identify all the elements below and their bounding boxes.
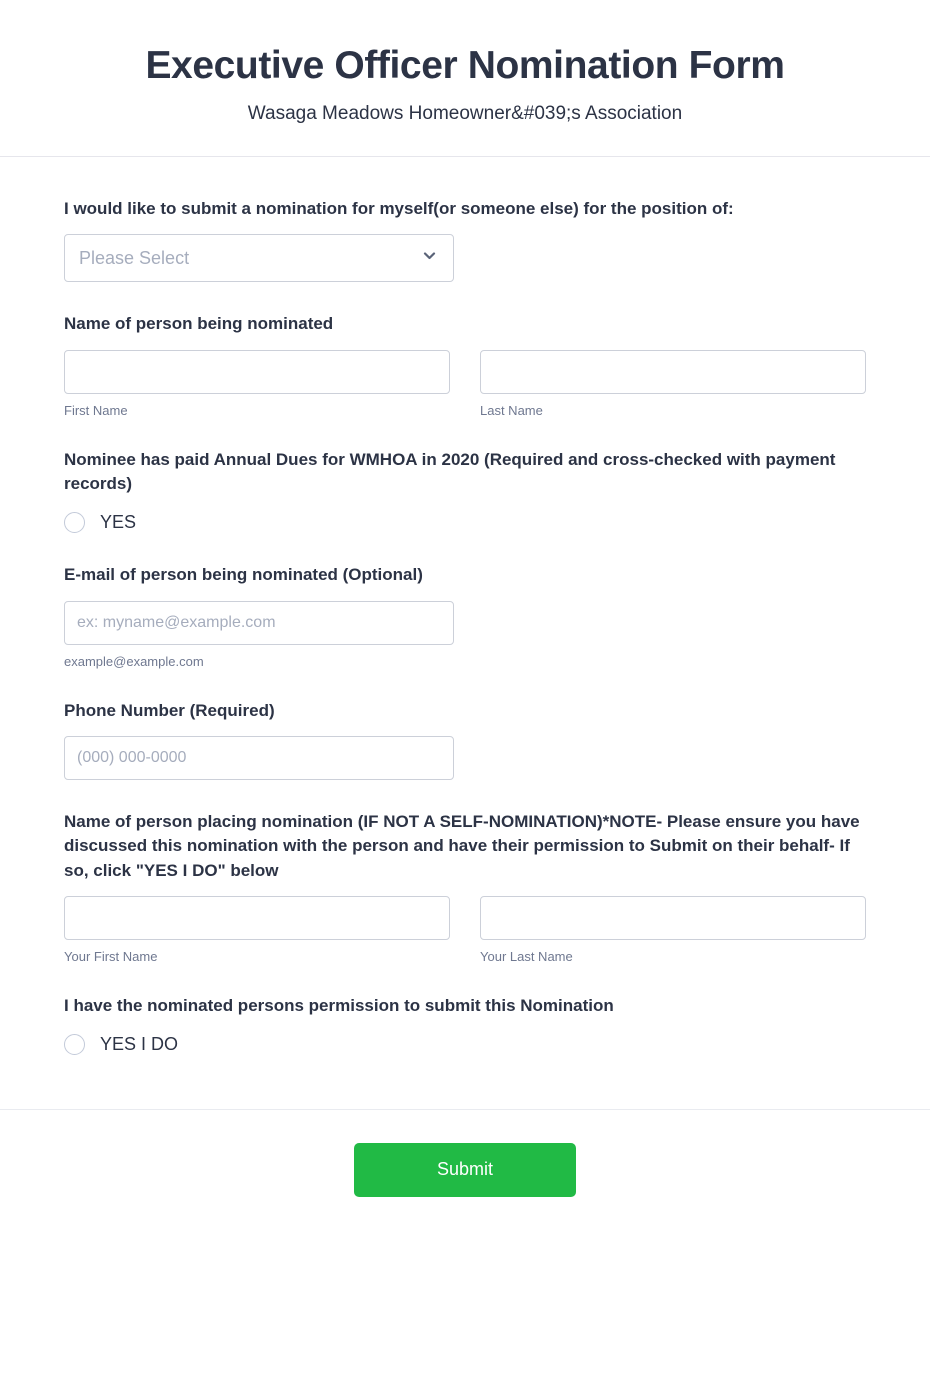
nominee-first-name-group [64, 350, 450, 419]
nominator-name-grid [64, 896, 866, 965]
field-permission [64, 994, 866, 1055]
form-header [0, 0, 930, 157]
nominee-last-name-input[interactable] [480, 350, 866, 394]
field-email-label: E-mail of person being nominated (Optional) [64, 565, 423, 585]
annual-dues-radio-option[interactable] [64, 512, 866, 533]
field-nominee-name-label: Name of person being nominated [64, 314, 334, 334]
page-title: Executive Officer Nomination Form [145, 44, 785, 87]
nominee-name-grid [64, 350, 866, 419]
submit-button[interactable]: Submit [354, 1143, 576, 1197]
nominator-first-name-group [64, 896, 450, 965]
phone-input[interactable] [64, 736, 454, 780]
form-subtitle: Wasaga Meadows Homeowner&#039;s Association [247, 102, 683, 124]
permission-radio-option[interactable] [64, 1034, 866, 1055]
field-annual-dues-label: Nominee has paid Annual Dues for WMHOA in 2020 (Required and cross-checked with payment records) [64, 450, 836, 494]
field-nominator-name-label: Name of person placing nomination (IF NOT A SELF-NOMINATION)*NOTE- Please ensure you have discussed this nomination with the person and have their permission to Submit on their behalf- If so, click "YES I DO" below [64, 812, 860, 880]
nominee-last-name-sublabel: Last Name [480, 402, 543, 418]
nominator-first-name-sublabel: Your First Name [64, 948, 158, 964]
nominator-last-name-input[interactable] [480, 896, 866, 940]
nominator-last-name-group [480, 896, 866, 965]
field-phone-label: Phone Number (Required) [64, 701, 275, 721]
field-position [64, 197, 866, 282]
nominee-first-name-sublabel: First Name [64, 402, 128, 418]
form-body [0, 157, 930, 1109]
form-footer [0, 1109, 930, 1237]
field-permission-label: I have the nominated persons permission to submit this Nomination [64, 996, 614, 1016]
nominee-first-name-input[interactable] [64, 350, 450, 394]
field-nominee-name [64, 312, 866, 418]
nominee-last-name-group [480, 350, 866, 419]
field-position-label: I would like to submit a nomination for myself(or someone else) for the position of: [64, 199, 734, 219]
email-input[interactable] [64, 601, 454, 645]
position-select[interactable] [64, 234, 454, 282]
email-sublabel: example@example.com [64, 653, 204, 669]
radio-button-icon[interactable] [64, 1034, 85, 1055]
radio-button-icon[interactable] [64, 512, 85, 533]
field-phone [64, 699, 866, 780]
field-email [64, 563, 866, 669]
field-nominator-name [64, 810, 866, 964]
position-select-wrapper [64, 234, 454, 282]
annual-dues-radio-label: YES [100, 512, 137, 533]
field-annual-dues [64, 448, 866, 533]
nominator-first-name-input[interactable] [64, 896, 450, 940]
position-select-value: Please Select [79, 247, 190, 268]
nominator-last-name-sublabel: Your Last Name [480, 948, 573, 964]
permission-radio-label: YES I DO [100, 1034, 179, 1055]
